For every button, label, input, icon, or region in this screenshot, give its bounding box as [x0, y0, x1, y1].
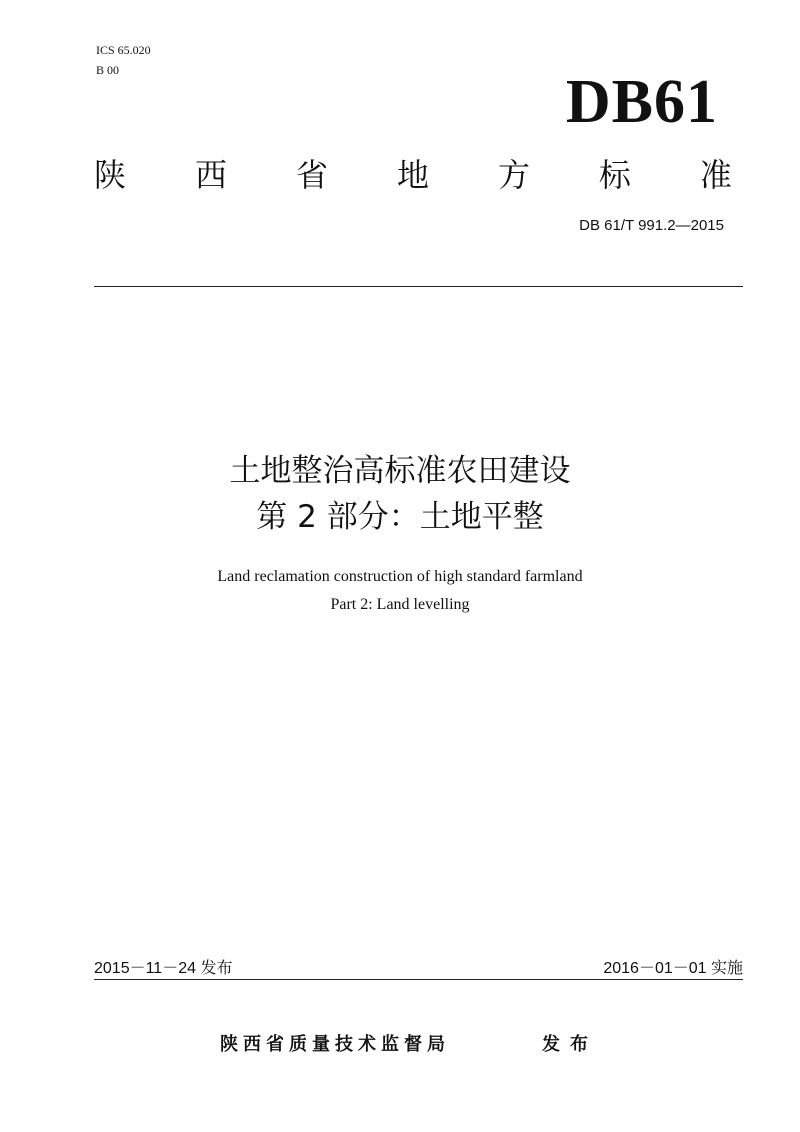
- issue-action: 发布: [542, 1034, 598, 1055]
- issue-date: 2015－11－24 发布: [94, 960, 233, 977]
- english-title-line-2: Part 2: Land levelling: [330, 596, 470, 613]
- standard-type-char: 标: [598, 156, 631, 194]
- classification-codes: [96, 40, 151, 80]
- standard-type-char: 省: [295, 156, 328, 194]
- implementation-date: 2016－01－01 实施: [603, 960, 743, 977]
- issuing-authority: 陕西省质量技术监督局: [220, 1034, 450, 1055]
- chinese-title-line-1: 土地整治高标准农田建设: [229, 453, 571, 489]
- standard-number: DB 61/T 991.2—2015: [579, 217, 724, 234]
- ics-code: ICS 65.020: [96, 43, 151, 57]
- ccs-code: B 00: [96, 63, 120, 77]
- standard-type-title: [94, 153, 732, 197]
- header-divider: [94, 286, 743, 287]
- footer-divider: [94, 979, 743, 980]
- standard-type-char: 方: [497, 156, 530, 194]
- chinese-title-line-2: 第 2 部分：土地平整: [256, 499, 544, 535]
- db-logo: DB61: [565, 68, 718, 136]
- standard-type-char: 准: [699, 156, 732, 194]
- english-title-line-1: Land reclamation construction of high standard farmland: [217, 568, 583, 585]
- standard-type-char: 陕: [94, 156, 127, 194]
- standard-type-char: 西: [194, 156, 227, 194]
- standard-type-char: 地: [396, 156, 429, 194]
